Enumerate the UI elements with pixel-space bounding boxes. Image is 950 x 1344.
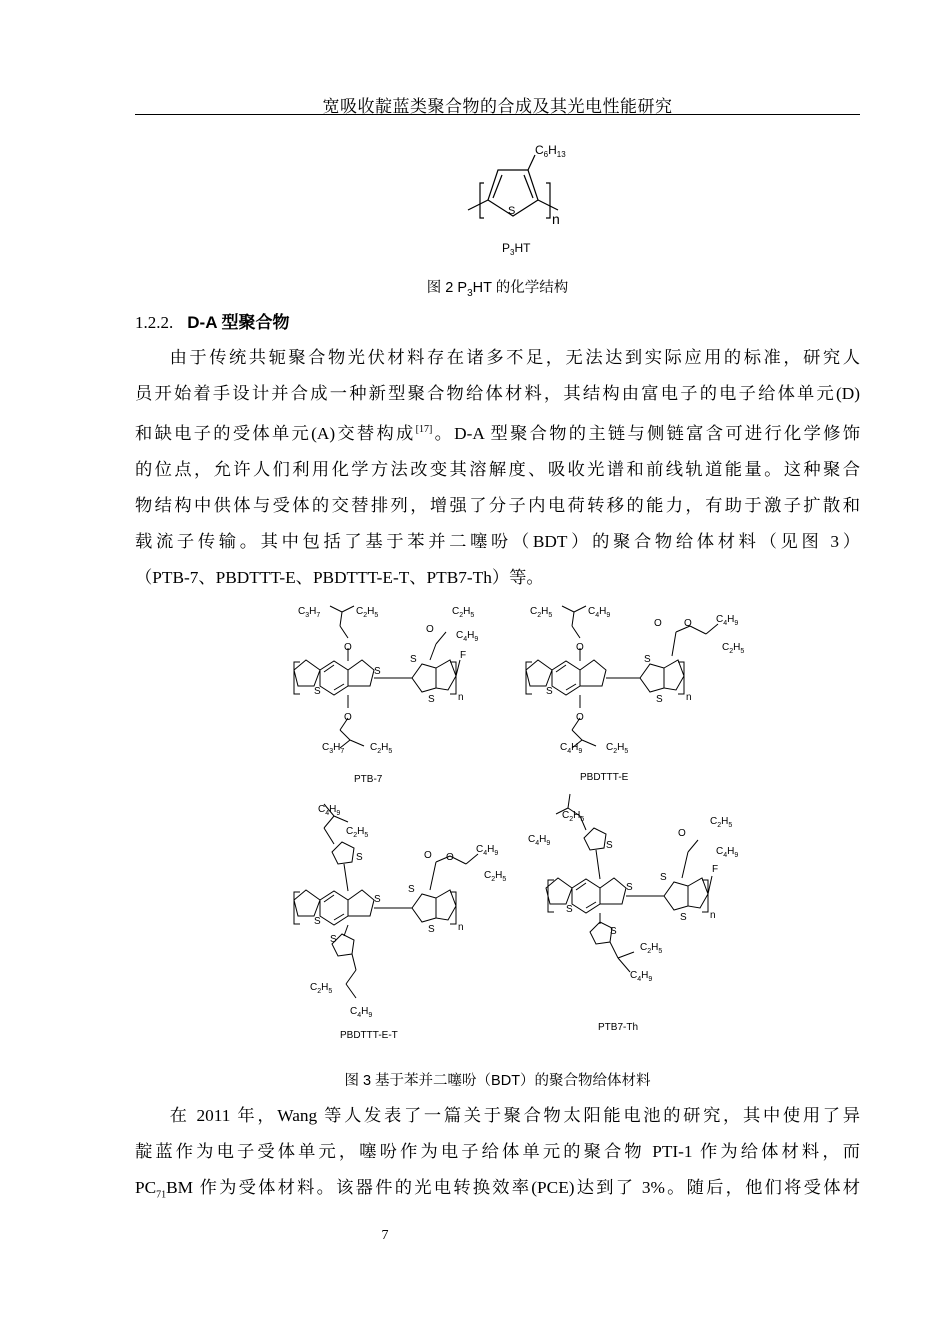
pbdttt-e-t-carbonyl-oxygen: O: [424, 850, 432, 861]
figure2-caption: 图 2 $P_3HT$ 的化学结构: [426, 280, 569, 299]
pbdttt-e-t-sulfur: S: [428, 924, 435, 935]
paragraph-2-line: 在 2011 年，Wang 等人发表了一篇关于聚合物太阳能电池的研究，其中使用了异: [169, 1106, 860, 1125]
ptb7-c3h7-2: $C_3H_7$: [322, 742, 345, 755]
pbdttt-e-t-sulfur: S: [374, 894, 381, 905]
pbdttt-e-t-ester-oxygen: O: [446, 852, 454, 863]
ptb7-oxygen: O: [344, 642, 352, 653]
pbdttt-e-ester-oxygen: O: [684, 618, 692, 629]
ptb7-c3h7: $C_3H_7$: [298, 606, 321, 619]
ptb7-th-sulfur: S: [626, 882, 633, 893]
pbdttt-e-c2h5-3: $C_2H_5$: [606, 742, 629, 755]
paragraph-2-line: $PC_{71}BM$ 作为受体材料。该器件的光电转换效率(PCE)达到了 3%。随后，他们将受体材: [135, 1178, 860, 1201]
ptb7-th-c2h5: $C_2H_5$: [562, 810, 585, 823]
ptb7-sulfur: S: [410, 654, 417, 665]
ptb7-sulfur: S: [428, 694, 435, 705]
ptb7-th-label: PTB7-Th: [598, 1022, 639, 1033]
paragraph-1-line: 员开始着手设计并合成一种新型聚合物给体材料，其结构由富电子的电子给体单元(D): [135, 384, 860, 403]
pbdttt-e-carbonyl-oxygen: O: [654, 618, 662, 629]
section-title: D-A 型聚合物: [187, 313, 290, 332]
ptb7-sulfur: S: [314, 686, 321, 697]
ptb7-th-fluorine: F: [712, 864, 719, 875]
pbdttt-e-c4h9-2: $C_4H_9$: [716, 614, 739, 627]
pbdttt-e-t-sulfur: S: [356, 852, 363, 863]
ptb7-label: PTB-7: [354, 774, 383, 785]
ptb7-th-sulfur: S: [610, 926, 617, 937]
ptb7-repeat-n: n: [458, 692, 464, 703]
pbdttt-e-t-sulfur: S: [330, 934, 337, 945]
pbdttt-e-t-sulfur: S: [408, 884, 415, 895]
section-heading: [135, 308, 290, 333]
p3ht-sulfur: S: [508, 205, 516, 217]
pbdttt-e-t-c2h5-3: $C_2H_5$: [310, 982, 333, 995]
ptb7-sulfur: S: [374, 666, 381, 677]
paragraph-1-line: （PTB-7、PBDTTT-E、PBDTTT-E-T、PTB7-Th）等。: [135, 567, 544, 587]
ptb7-th-sulfur: S: [606, 840, 613, 851]
p3ht-repeat-n: n: [552, 211, 560, 227]
ptb7-c2h5-3: $C_2H_5$: [370, 742, 393, 755]
pbdttt-e-oxygen: O: [576, 712, 584, 723]
ptb7-th-sulfur: S: [660, 872, 667, 883]
citation-17: [17]: [415, 424, 433, 435]
ptb7-th-c4h9-3: $C_4H_9$: [630, 970, 653, 983]
pbdttt-e-t-label: PBDTTT-E-T: [340, 1030, 398, 1041]
pbdttt-e-t-c2h5-2: $C_2H_5$: [484, 870, 507, 883]
pbdttt-e-t-c2h5: $C_2H_5$: [346, 826, 369, 839]
figure-p3ht-structure: [440, 130, 600, 260]
ptb7-th-carbonyl-oxygen: O: [678, 828, 686, 839]
paragraph-2-line: 靛蓝作为电子受体单元，噻吩作为电子给体单元的聚合物 PTI-1 作为给体材料，而: [135, 1142, 860, 1161]
ptb7-structure: [294, 606, 460, 748]
p3ht-structure-drawing: [440, 130, 600, 260]
pbdttt-e-c2h5: $C_2H_5$: [530, 606, 553, 619]
pbdttt-e-t-sulfur: S: [314, 916, 321, 927]
paragraph-1-line: 和缺电子的受体单元(A)交替构成[17]。D-A 型聚合物的主链与侧链富含可进行化学修饰: [135, 423, 860, 443]
p3ht-sidechain: $C_6H_{13}$: [535, 143, 566, 159]
figure-bdt-polymers: [280, 598, 780, 1048]
ptb7-th-c2h5-3: $C_2H_5$: [640, 942, 663, 955]
ptb7-th-sulfur: S: [680, 912, 687, 923]
pbdttt-e-t-c4h9: $C_4H_9$: [318, 804, 341, 817]
ptb7-c2h5: $C_2H_5$: [356, 606, 379, 619]
paragraph-1-line: 的位点，允许人们利用化学方法改变其溶解度、吸收光谱和前线轨道能量。这种聚合: [135, 459, 860, 479]
pbdttt-e-t-repeat-n: n: [458, 922, 464, 933]
pbdttt-e-sulfur: S: [644, 654, 651, 665]
running-header: 宽吸收靛蓝类聚合物的合成及其光电性能研究: [322, 97, 673, 116]
ptb7-c2h5-2: $C_2H_5$: [452, 606, 475, 619]
section-number: 1.2.2.: [135, 313, 174, 332]
bdt-polymers-drawing: [280, 598, 780, 1048]
ptb7-fluorine: F: [460, 650, 467, 661]
pbdttt-e-repeat-n: n: [686, 692, 692, 703]
page-number: 7: [381, 1228, 389, 1243]
paragraph-1-line: 由于传统共轭聚合物光伏材料存在诸多不足，无法达到实际应用的标准，研究人: [169, 348, 860, 367]
header-rule: [135, 114, 860, 115]
p3ht-name: $P_3HT$: [502, 241, 531, 257]
pbdttt-e-sulfur: S: [656, 694, 663, 705]
pbdttt-e-c4h9: $C_4H_9$: [588, 606, 611, 619]
paragraph-2: [135, 1098, 860, 1213]
ptb7-th-c2h5-2: $C_2H_5$: [710, 816, 733, 829]
pbdttt-e-sulfur: S: [546, 686, 553, 697]
pbdttt-e-c4h9-3: $C_4H_9$: [560, 742, 583, 755]
ptb7-th-c4h9-2: $C_4H_9$: [716, 846, 739, 859]
paragraph-1-line: 载流子传输。其中包括了基于苯并二噻吩（BDT）的聚合物给体材料（见图 3）: [135, 531, 860, 551]
pbdttt-e-label: PBDTTT-E: [580, 772, 629, 783]
pbdttt-e-t-structure: [294, 804, 478, 998]
paragraph-1-line: 物结构中供体与受体的交替排列，增强了分子内电荷转移的能力，有助于激子扩散和: [135, 495, 860, 515]
ptb7-ester-oxygen: O: [426, 624, 434, 635]
ptb7-oxygen: O: [344, 712, 352, 723]
ptb7-th-c4h9: $C_4H_9$: [528, 834, 551, 847]
pbdttt-e-t-c4h9-3: $C_4H_9$: [350, 1006, 373, 1019]
ptb7-c4h9: $C_4H_9$: [456, 630, 479, 643]
ptb7-th-repeat-n: n: [710, 910, 716, 921]
paragraph-1: [135, 340, 860, 596]
ptb7-th-sulfur: S: [566, 904, 573, 915]
pbdttt-e-oxygen: O: [576, 642, 584, 653]
figure3-caption: 图 3 基于苯并二噻吩（BDT）的聚合物给体材料: [344, 1073, 651, 1089]
pbdttt-e-t-c4h9-2: $C_4H_9$: [476, 844, 499, 857]
pbdttt-e-c2h5-2: $C_2H_5$: [722, 642, 745, 655]
